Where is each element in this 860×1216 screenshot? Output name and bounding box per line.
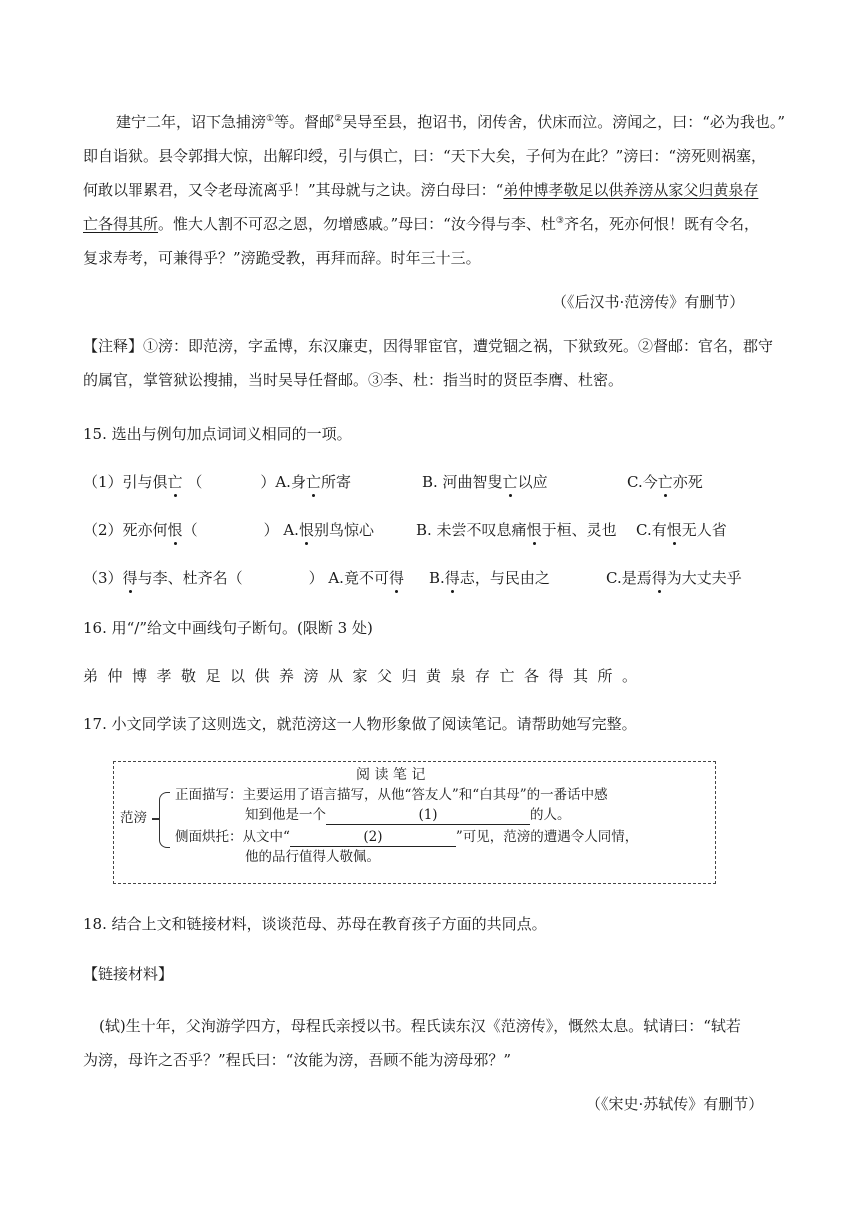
passage-line-5: 复求寿考，可兼得乎？”滂跪受教，再拜而辞。时年三十三。 (83, 249, 481, 267)
side-description-line-1: 侧面烘托：从文中“ (2) ”可见，范滂的遭遇令人同情， (175, 829, 639, 845)
q18-stem: 18. 结合上文和链接材料，谈谈范母、苏母在教育孩子方面的共同点。 (83, 915, 547, 933)
link-line-1: (轼)生十年，父洵游学四方，母程氏亲授以书。程氏读东汉《范滂传》，慨然太息。轼请曰：“轼若 (99, 1017, 741, 1035)
q15-row-3: （3）得与李、杜齐名（ ） A.竟不可得 (83, 569, 404, 587)
passage-line-2: 即自诣狱。县令郭揖大惊，出解印绶，引与俱亡，曰：“天下大矣，子何为在此？”滂曰：“滂死则祸塞， (83, 147, 767, 165)
passage-source: （《后汉书·范滂传》有删节） (552, 293, 745, 311)
underlined-sentence-part-2: 亡各得其所 (83, 215, 159, 233)
q15-row-1-option-b: B. 河曲智叟亡以应 (422, 473, 548, 491)
answer-blank-2[interactable]: (2) (290, 828, 456, 847)
link-line-2: 为滂，母许之否乎？”程氏曰：“汝能为滂，吾顾不能为滂母邪？” (83, 1051, 512, 1069)
underlined-sentence-part-1: 弟仲博孝敬足以供养滂从家父归黄泉存 (503, 181, 759, 199)
q15-row-2-option-b: B. 未尝不叹息痛恨于桓、灵也 (416, 521, 617, 539)
brace-icon (159, 792, 170, 848)
q17-stem: 17. 小文同学读了这则选文，就范滂这一人物形象做了阅读笔记。请帮助她写完整。 (83, 715, 637, 733)
front-description-line-2: 知到他是一个 (1) 的人。 (245, 807, 571, 823)
q15-row-1-option-c: C.今亡亦死 (627, 473, 703, 491)
q15-row-2: （2）死亦何恨（ ） A.恨别鸟惊心 (83, 521, 374, 539)
q15-row-1: （1）引与俱亡 （ ）A.身亡所寄 (83, 473, 351, 491)
q15-row-3-option-c: C.是焉得为大丈夫乎 (606, 569, 742, 587)
reading-notes-title: 阅 读 笔 记 (356, 767, 426, 783)
front-description-line-1: 正面描写：主要运用了语言描写，从他“答友人”和“白其母”的一番话中感 (175, 787, 608, 803)
passage-line-1: 建宁二年，诏下急捕滂①等。督邮②吴导至县，抱诏书，闭传舍，伏床而泣。滂闻之，曰：“必为我也。” (116, 113, 786, 131)
notes-line-2: 的属官，掌管狱讼搜捕，当时吴导任督邮。③李、杜：指当时的贤臣李膺、杜密。 (83, 371, 624, 389)
reading-notes-name: 范滂 (120, 810, 147, 826)
passage-line-3: 何敢以罪累君，又令老母流离乎！”其母就与之诀。滂白母曰：“弟仲博孝敬足以供养滂从家父归黄泉存 (83, 181, 759, 199)
link-source: （《宋史·苏轼传》有删节） (586, 1095, 764, 1113)
brace-tip-icon (152, 818, 160, 820)
q15-stem: 15. 选出与例句加点词词义相同的一项。 (83, 425, 352, 443)
q16-stem: 16. 用“/”给文中画线句子断句。(限断 3 处) (83, 619, 373, 637)
link-heading: 【链接材料】 (83, 965, 174, 983)
q15-row-2-option-c: C.有恨无人省 (636, 521, 727, 539)
answer-blank-1[interactable]: (1) (326, 806, 530, 825)
q16-sentence: 弟仲博孝敬足以供养滂从家父归黄泉存亡各得其所。 (83, 667, 647, 685)
passage-line-4: 亡各得其所。惟大人割不可忍之恩，勿增感戚。”母曰：“汝今得与李、杜③齐名，死亦何恨！既有令名， (83, 215, 759, 233)
q15-row-3-option-b: B.得志，与民由之 (429, 569, 550, 587)
notes-line-1: 【注释】①滂：即范滂，字孟博，东汉廉吏，因得罪宦官，遭党锢之祸，下狱致死。②督邮：官名，郡守 (83, 337, 774, 355)
side-description-line-2: 他的品行值得人敬佩。 (245, 849, 380, 865)
